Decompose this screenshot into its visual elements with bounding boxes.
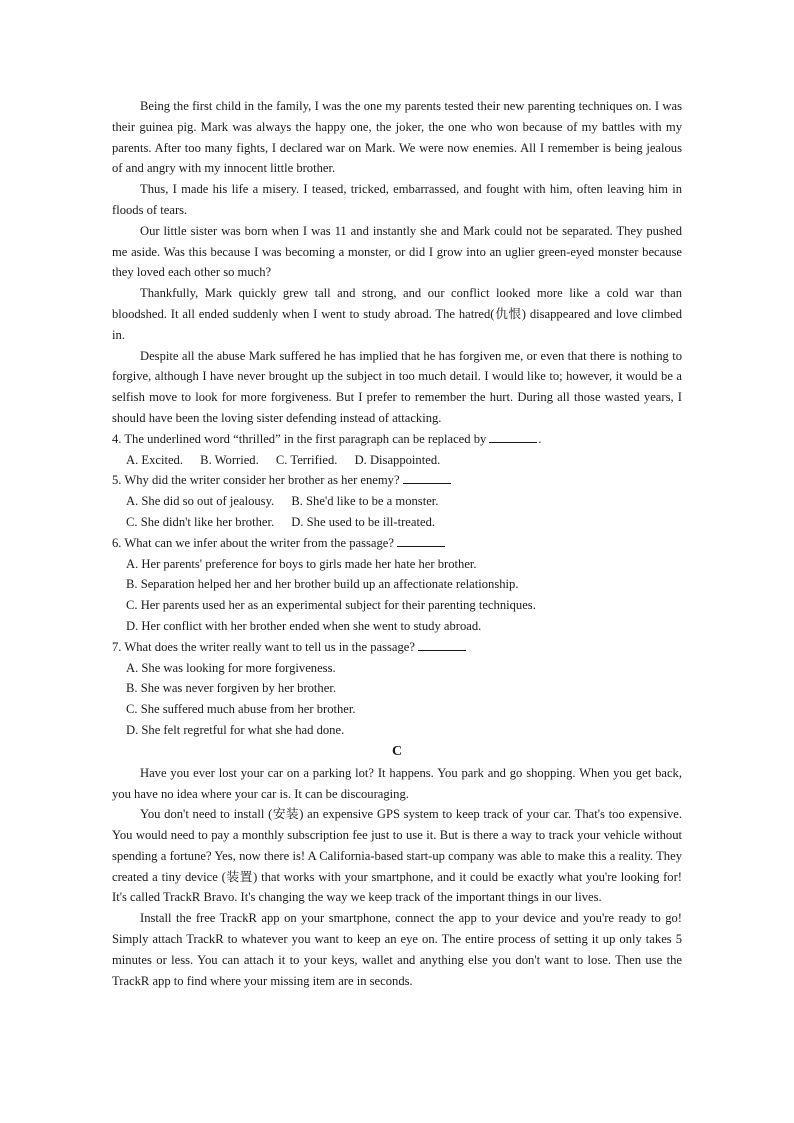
answer-blank[interactable] [489,430,537,443]
question-7 [112,637,682,741]
passage-c [112,741,682,992]
passage-b [112,96,682,429]
question-stem: 6. What can we infer about the writer from the passage? [112,535,394,550]
option-d[interactable]: D. Disappointed. [354,452,441,467]
option-b[interactable]: B. She was never forgiven by her brother. [126,681,336,696]
paragraph: Being the first child in the family, I was the one my parents tested their new parenting techniques on. I was their guinea pig. Mark was always the happy one, the joker, the one who won because of my battles with my parents. After too many fights, I declared war on Mark. We were now enemies. All I remember is being jealous of and angry with my innocent little brother. [112,99,682,176]
option-d[interactable]: D. She used to be ill-treated. [291,514,436,529]
options-row [112,512,682,533]
question-stem: 7. What does the writer really want to tell us in the passage? [112,639,415,654]
option-a[interactable]: A. Her parents' preference for boys to girls made her hate her brother. [126,556,477,571]
option-c[interactable]: C. She suffered much abuse from her brother. [126,702,356,717]
answer-blank[interactable] [418,638,466,651]
option-c[interactable]: C. She didn't like her brother. [126,514,275,529]
question-stem: 4. The underlined word “thrilled” in the first paragraph can be replaced by [112,431,487,446]
options-row [112,491,682,512]
paragraph: Despite all the abuse Mark suffered he has implied that he has forgiven me, or even that there is nothing to forgive, although I have never brought up the subject in too much detail. I would like to; however, it would be a selfish move to look for more forgiveness. But I prefer to remember the hurt. During all those wasted years, I should have been the loving sister defending instead of attacking. [112,348,682,425]
answer-blank[interactable] [397,534,445,547]
option-b[interactable]: B. Separation helped her and her brother build up an affectionate relationship. [126,577,519,592]
paragraph: You don't need to install (安装) an expensive GPS system to keep track of your car. That's too expensive. You would need to pay a monthly subscription fee just to use it. But is there a way to track your vehicle without spending a fortune? Yes, now there is! A California-based start-up company was able to make this a reality. They created a tiny device (装置) that works with your smartphone, and it could be exactly what you're looking for! It's called TrackR Bravo. It's changing the way we keep track of the important things in our lives. [112,807,682,905]
question-5 [112,470,682,532]
paragraph: Our little sister was born when I was 11 and instantly she and Mark could not be separated. They pushed me aside. Was this because I was becoming a monster, or did I grow into an uglier green-eyed monster because they loved each other so much? [112,223,682,280]
answer-blank[interactable] [403,471,451,484]
options-row [112,450,682,471]
paragraph: Thankfully, Mark quickly grew tall and strong, and our conflict looked more like a cold war than bloodshed. It all ended suddenly when I went to study abroad. The hatred(仇恨) disappeared and love climbed in. [112,286,682,342]
option-d[interactable]: D. Her conflict with her brother ended when she went to study abroad. [126,618,482,633]
option-c[interactable]: C. Terrified. [275,452,338,467]
paragraph: Thus, I made his life a misery. I teased, tricked, embarrassed, and fought with him, often leaving him in floods of tears. [112,182,682,217]
document-page [112,96,682,991]
option-b[interactable]: B. Worried. [200,452,259,467]
option-a[interactable]: A. She did so out of jealousy. [126,494,275,509]
question-tail: . [538,431,542,446]
question-4 [112,429,682,471]
paragraph: Have you ever lost your car on a parking lot? It happens. You park and go shopping. When you get back, you have no idea where your car is. It can be discouraging. [112,765,682,801]
question-stem: 5. Why did the writer consider her brother as her enemy? [112,473,400,488]
option-c[interactable]: C. Her parents used her as an experimental subject for their parenting techniques. [126,598,536,613]
option-a[interactable]: A. She was looking for more forgiveness. [126,660,336,675]
section-heading: C [391,743,403,759]
question-6 [112,533,682,637]
option-d[interactable]: D. She felt regretful for what she had done. [126,722,345,737]
option-b[interactable]: B. She'd like to be a monster. [291,494,439,509]
option-a[interactable]: A. Excited. [126,452,184,467]
paragraph: Install the free TrackR app on your smartphone, connect the app to your device and you're ready to go! Simply attach TrackR to whatever you want to keep an eye on. The entire process of setting it up only takes 5 minutes or less. You can attach it to your keys, wallet and anything else you don't want to lose. Then use the TrackR app to find where your missing item are in seconds. [112,911,682,988]
